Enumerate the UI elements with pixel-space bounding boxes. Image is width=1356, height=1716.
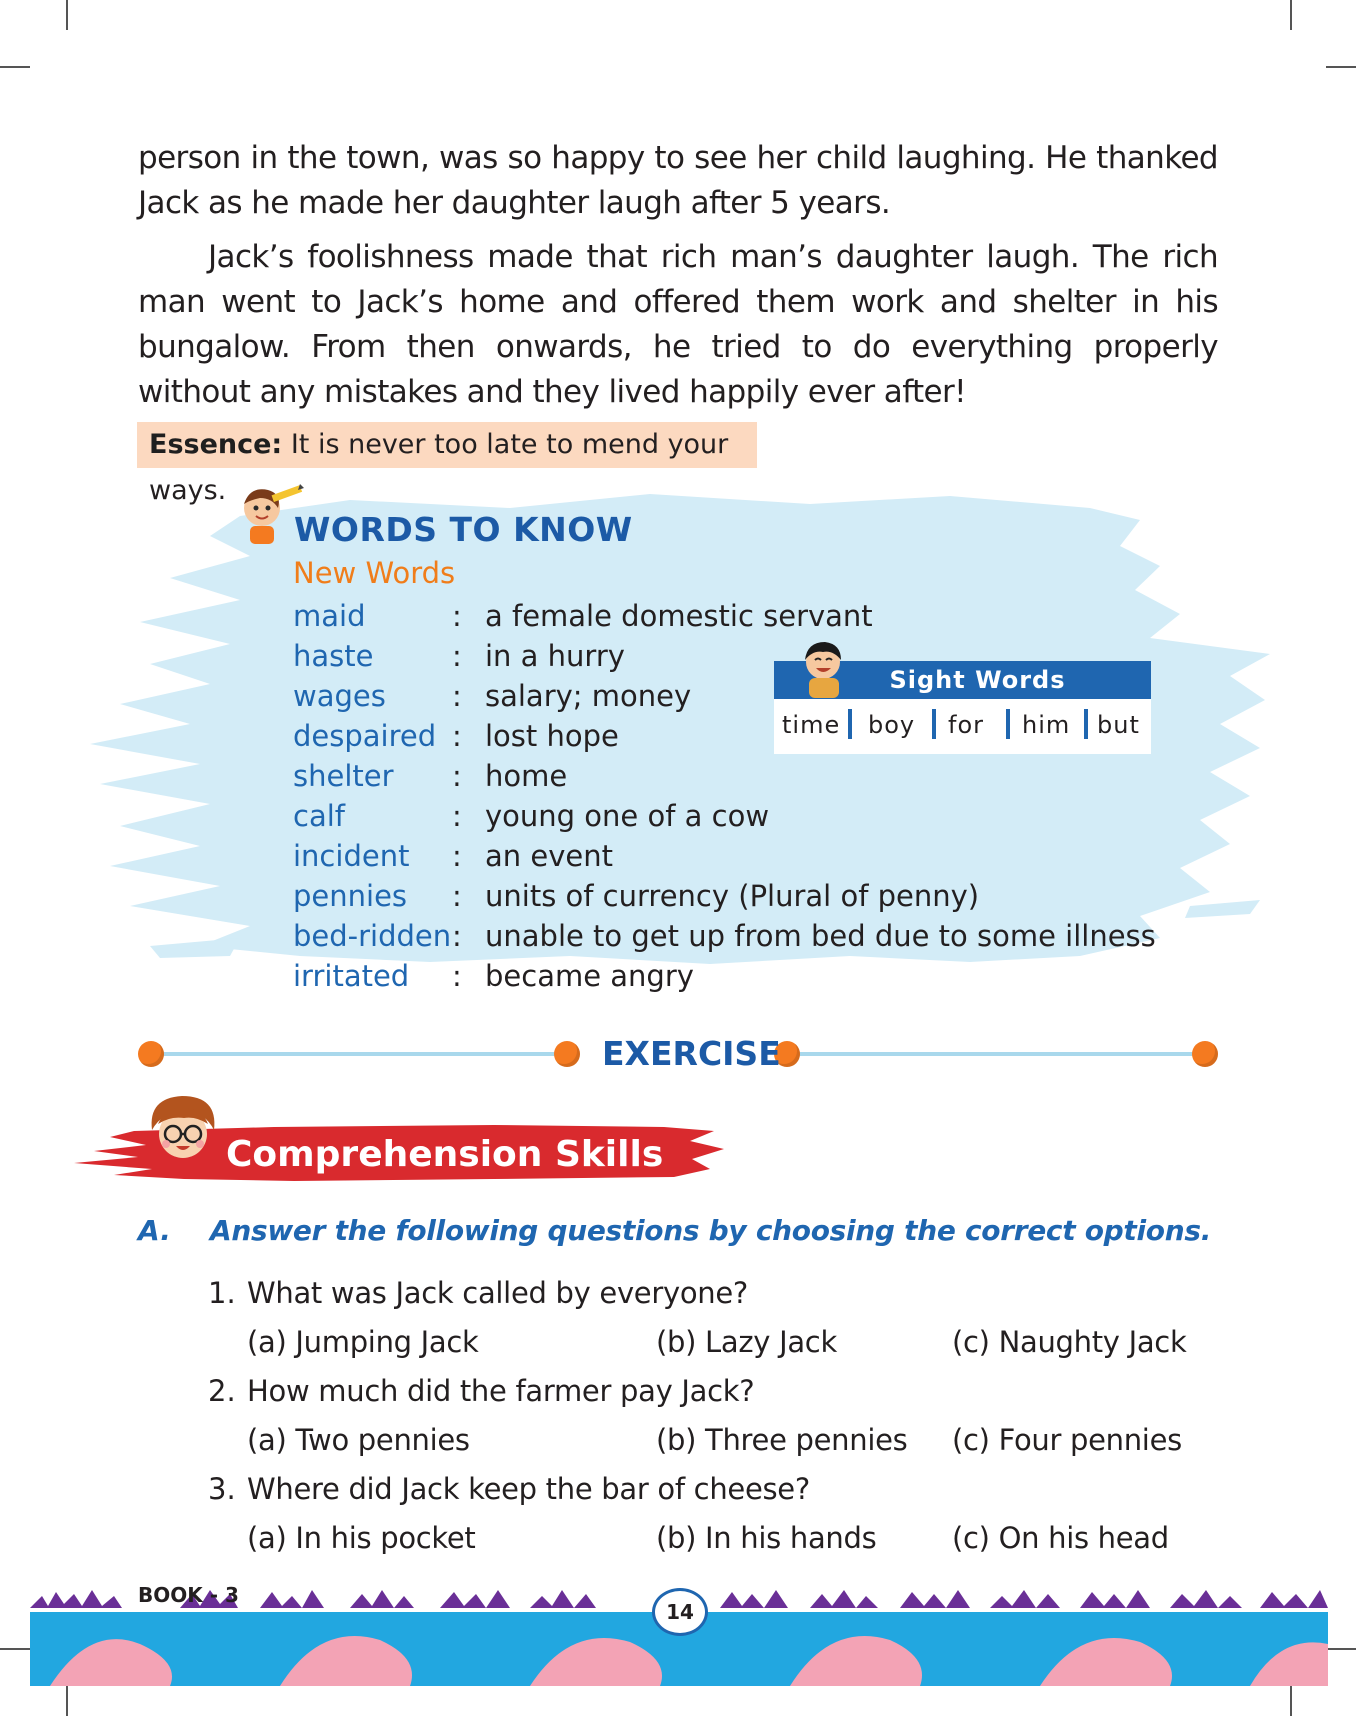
word-term: despaired <box>293 719 437 753</box>
word-meaning: a female domestic servant <box>485 599 873 633</box>
sight-word: but <box>1097 711 1140 739</box>
comprehension-skills-title: Comprehension Skills <box>226 1134 664 1175</box>
crop-mark <box>1290 1686 1292 1716</box>
question-number: 2. <box>208 1374 236 1408</box>
orange-dot <box>138 1041 164 1067</box>
sight-word: for <box>948 711 984 739</box>
answer-option[interactable]: (a) Jumping Jack <box>247 1325 479 1359</box>
word-colon: : <box>452 679 462 713</box>
exercise-title: EXERCISE <box>602 1034 781 1073</box>
question-text: How much did the farmer pay Jack? <box>247 1374 755 1408</box>
word-term: bed-ridden <box>293 919 452 953</box>
word-term: incident <box>293 839 410 873</box>
book-label: BOOK - 3 <box>138 1583 239 1607</box>
girl-with-glasses-icon <box>142 1090 224 1172</box>
answer-option[interactable]: (a) Two pennies <box>247 1423 470 1457</box>
answer-option[interactable]: (b) In his hands <box>656 1521 877 1555</box>
question-number: 1. <box>208 1276 236 1310</box>
question-text: Where did Jack keep the bar of cheese? <box>247 1472 810 1506</box>
question-number: 3. <box>208 1472 236 1506</box>
word-meaning: salary; money <box>485 679 692 713</box>
word-term: haste <box>293 639 374 673</box>
smiling-boy-icon <box>795 636 853 702</box>
sight-word: time <box>782 711 841 739</box>
word-colon: : <box>452 759 462 793</box>
crop-mark <box>1326 1648 1356 1650</box>
sight-word-divider <box>1084 709 1088 739</box>
section-instruction: Answer the following questions by choosing the correct options. <box>210 1214 1212 1247</box>
word-colon: : <box>452 799 462 833</box>
exercise-divider-right <box>786 1052 1206 1056</box>
answer-option[interactable]: (c) Naughty Jack <box>952 1325 1187 1359</box>
new-words-subtitle: New Words <box>293 556 456 590</box>
answer-option[interactable]: (b) Three pennies <box>656 1423 908 1457</box>
word-meaning: in a hurry <box>485 639 625 673</box>
word-meaning: lost hope <box>485 719 619 753</box>
word-term: irritated <box>293 959 410 993</box>
section-letter: A. <box>138 1214 171 1247</box>
word-colon: : <box>452 639 462 673</box>
page-number: 14 <box>652 1588 708 1636</box>
sight-word-divider <box>1006 709 1010 739</box>
word-colon: : <box>452 839 462 873</box>
words-to-know-title: WORDS TO KNOW <box>294 510 633 549</box>
word-colon: : <box>452 879 462 913</box>
essence-text: It is never too late to mend your ways. <box>149 429 729 506</box>
sight-words-list <box>774 705 1151 745</box>
crop-mark <box>66 1686 68 1716</box>
word-colon: : <box>452 719 462 753</box>
sight-word: boy <box>868 711 916 739</box>
sight-word-divider <box>848 709 852 739</box>
sight-word: him <box>1022 711 1071 739</box>
word-meaning: an event <box>485 839 613 873</box>
word-colon: : <box>452 959 462 993</box>
crop-mark <box>1290 0 1292 30</box>
word-colon: : <box>452 599 462 633</box>
word-term: calf <box>293 799 345 833</box>
crop-mark <box>1326 66 1356 68</box>
question-text: What was Jack called by everyone? <box>247 1276 748 1310</box>
word-term: shelter <box>293 759 394 793</box>
word-meaning: units of currency (Plural of penny) <box>485 879 980 913</box>
story-paragraph-1: person in the town, was so happy to see her child laughing. He thanked Jack as he made her daughter laugh after 5 years. <box>138 140 1218 221</box>
essence-box <box>137 422 757 506</box>
orange-dot <box>554 1041 580 1067</box>
sight-word-divider <box>932 709 936 739</box>
word-term: pennies <box>293 879 408 913</box>
crop-mark <box>0 66 30 68</box>
answer-option[interactable]: (c) On his head <box>952 1521 1169 1555</box>
answer-option[interactable]: (c) Four pennies <box>952 1423 1182 1457</box>
word-meaning: became angry <box>485 959 694 993</box>
orange-dot <box>1192 1041 1218 1067</box>
crop-mark <box>66 0 68 30</box>
word-term: wages <box>293 679 386 713</box>
exercise-divider-left <box>150 1052 568 1056</box>
word-meaning: young one of a cow <box>485 799 770 833</box>
story-paragraph-2: Jack’s foolishness made that rich man’s daughter laugh. The rich man went to Jack’s home and offered them work and shelter in his bungalow. From then onwards, he tried to do everything properly without any mistakes and they lived happily ever after! <box>138 239 1218 410</box>
crop-mark <box>0 1648 30 1650</box>
answer-option[interactable]: (b) Lazy Jack <box>656 1325 837 1359</box>
word-meaning: unable to get up from bed due to some illness <box>485 919 1156 953</box>
word-colon: : <box>452 919 462 953</box>
sight-words-title: Sight Words <box>774 661 1151 699</box>
word-meaning: home <box>485 759 568 793</box>
answer-option[interactable]: (a) In his pocket <box>247 1521 476 1555</box>
essence-label: Essence: <box>149 429 283 460</box>
word-term: maid <box>293 599 366 633</box>
